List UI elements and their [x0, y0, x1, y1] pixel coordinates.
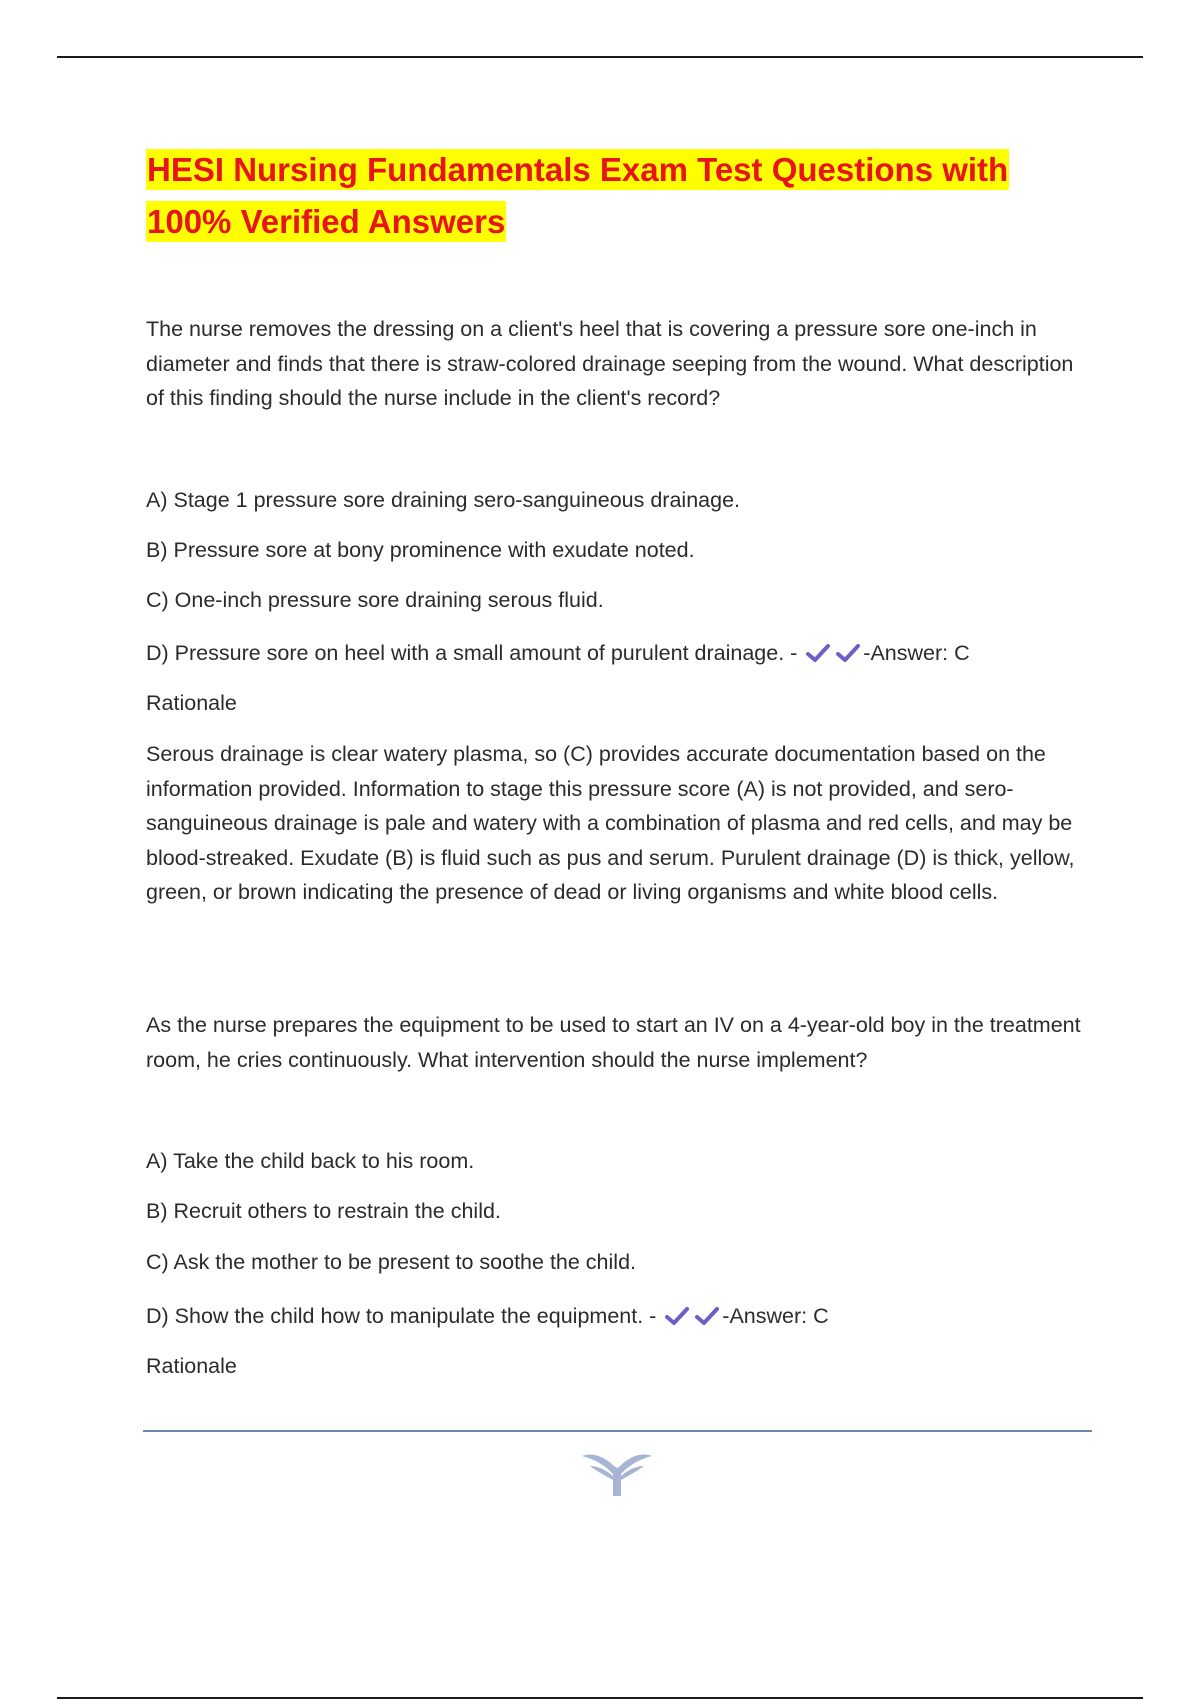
- q2-option-a: A) Take the child back to his room.: [146, 1149, 475, 1173]
- q2-option-d: D) Show the child how to manipulate the equipment. -: [146, 1304, 657, 1328]
- question-2-text: As the nurse prepares the equipment to be used to start an IV on a 4-year-old boy in the treatment room, he cries continuously. What intervention should the nurse implement?: [146, 1013, 1081, 1072]
- q1-option-d: D) Pressure sore on heel with a small amount of purulent drainage. -: [146, 641, 798, 665]
- q2-option-b: B) Recruit others to restrain the child.: [146, 1199, 501, 1223]
- page-bottom-rule: [57, 1697, 1143, 1699]
- q1-rationale-text: Serous drainage is clear watery plasma, so (C) provides accurate documentation based on the information provided. Information to stage this pressure score (A) is not provided, and sero-sanguineous drainage is pale and watery with a combination of plasma and red cells, and may be blood-streaked. Exudate (B) is fluid such as pus and serum. Purulent drainage (D) is thick, yellow, green, or brown indicating the presence of dead or living organisms and white blood cells.: [146, 742, 1075, 904]
- header-rule: [57, 56, 1143, 58]
- q1-answer: -Answer: C: [863, 641, 970, 665]
- q1-option-b: B) Pressure sore at bony prominence with exudate noted.: [146, 538, 695, 562]
- q2-option-c: C) Ask the mother to be present to soothe the child.: [146, 1250, 636, 1274]
- title-line-2: 100% Verified Answers: [147, 203, 506, 240]
- document-title: [146, 144, 1086, 248]
- footer-rule: [143, 1430, 1092, 1432]
- q2-rationale-label: Rationale: [146, 1354, 237, 1378]
- q2-option-d-row: [146, 1301, 829, 1331]
- q1-option-a: A) Stage 1 pressure sore draining sero-sanguineous drainage.: [146, 488, 741, 512]
- q2-answer: -Answer: C: [722, 1304, 829, 1328]
- q1-rationale-label: Rationale: [146, 691, 237, 715]
- document-logo-icon: [578, 1444, 656, 1500]
- check-icon: [805, 643, 831, 663]
- check-icon: [835, 643, 861, 663]
- q1-option-c: C) One-inch pressure sore draining serous fluid.: [146, 588, 604, 612]
- question-1-text: The nurse removes the dressing on a client's heel that is covering a pressure sore one-inch in diameter and finds that there is straw-colored drainage seeping from the wound. What description of this finding should the nurse include in the client's record?: [146, 317, 1074, 410]
- title-line-1: HESI Nursing Fundamentals Exam Test Questions with: [147, 151, 1009, 188]
- check-icon: [664, 1306, 690, 1326]
- q1-option-d-row: [146, 638, 970, 668]
- check-icon: [694, 1306, 720, 1326]
